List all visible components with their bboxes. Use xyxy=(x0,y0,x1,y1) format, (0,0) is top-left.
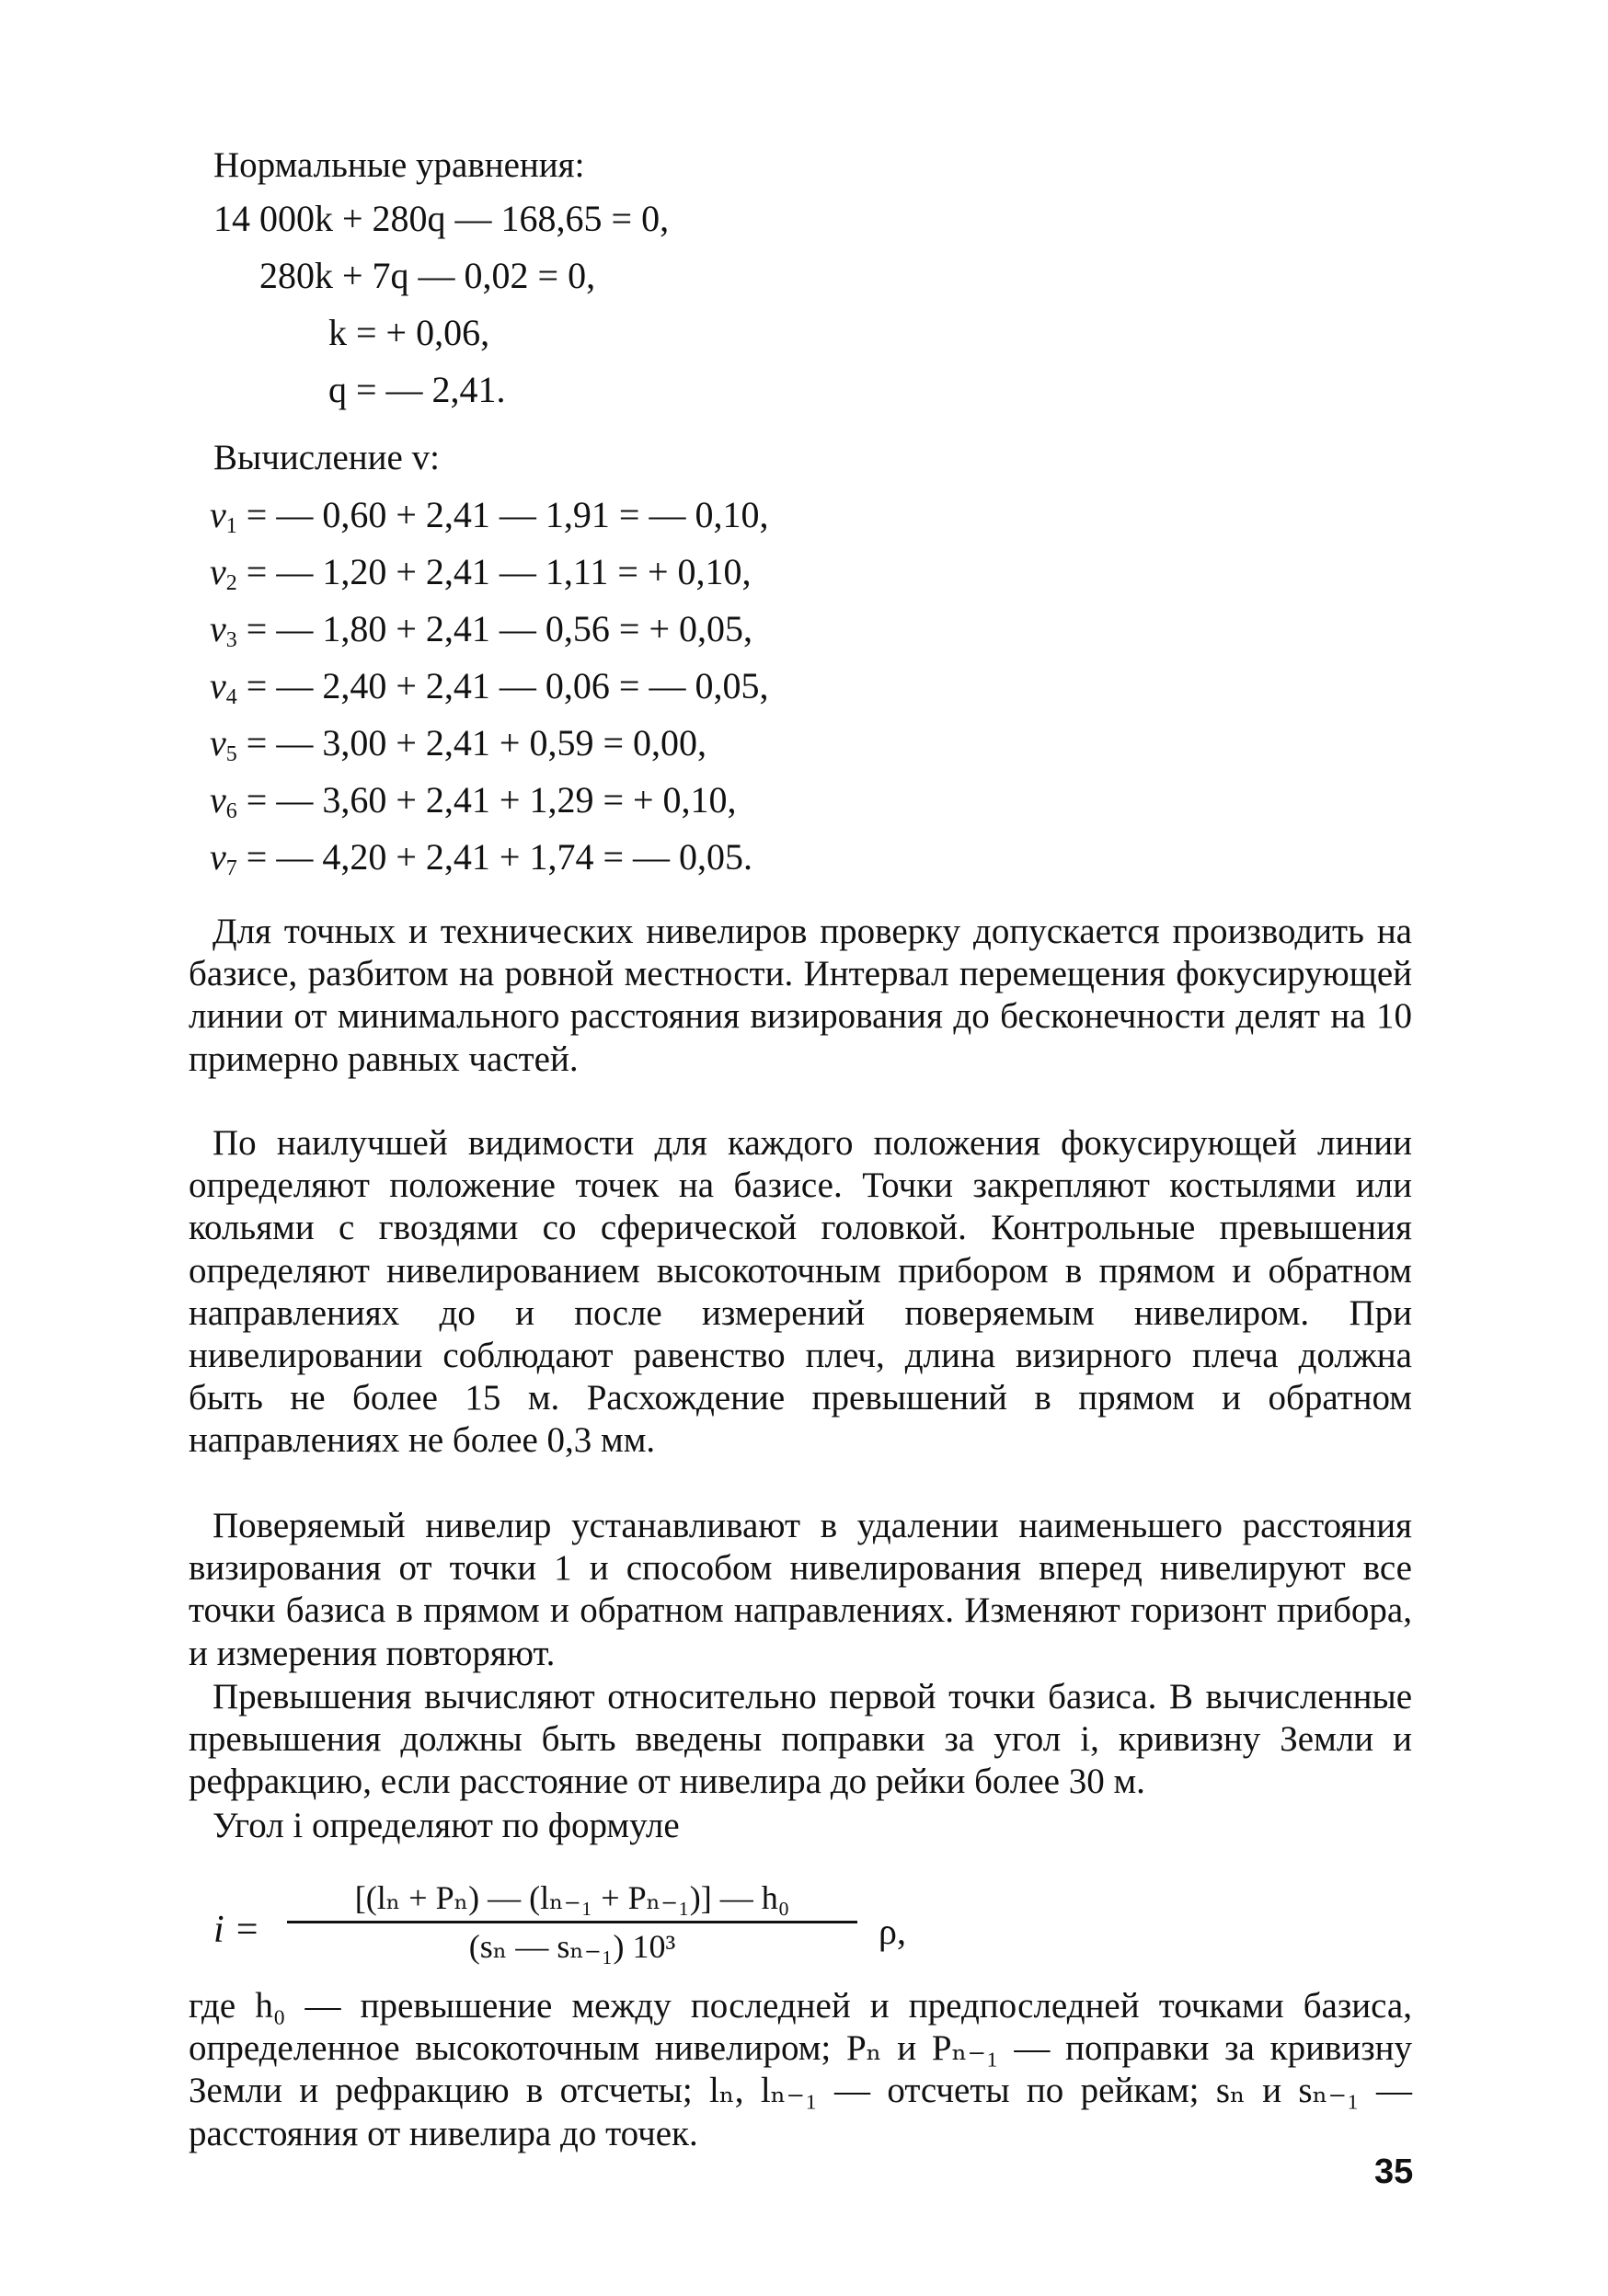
v-equation-6: $v_6$ = — 3,60 + 2,41 + 1,29 = + 0,10, xyxy=(210,779,737,823)
paragraph-angle-intro: Угол i определяют по формуле xyxy=(212,1806,680,1845)
solution-q: q = — 2,41. xyxy=(328,369,506,410)
v-equation-1: $v_1$ = — 0,60 + 2,41 — 1,91 = — 0,10, xyxy=(210,494,769,538)
paragraph-leveling-base: Для точных и технических нивелиров проверку допускается производить на базисе, разбитом на ровной местности. Интервал перемещения фокусирующей линии от минимального расстояния визирования до бесконечности делят на 10 примерно равных частей. xyxy=(189,912,1412,1079)
formula-rho: ρ, xyxy=(879,1911,906,1952)
normal-equation-2: 280k + 7q — 0,02 = 0, xyxy=(259,255,596,296)
heading-normal-equations: Нормальные уравнения: xyxy=(213,145,585,185)
v-equation-3: $v_3$ = — 1,80 + 2,41 — 0,56 = + 0,05, xyxy=(210,608,752,652)
paragraph-focusing-points: По наилучшей видимости для каждого положения фокусирующей линии определяют положение точек на базисе. Точки закрепляют костылями или кольями с гвоздями со сферической головкой. Контрольные превышения определяют нивелированием высокоточным прибором в прямом и обратном направлениях до и после измерений поверяемым нивелиром. При нивелировании соблюдают равенство плеч, длина визирного плеча должна быть не более 15 м. Расхождение превышений в прямом и обратном направлениях не более 0,3 мм. xyxy=(189,1123,1412,1461)
heading-compute-v: Вычисление v: xyxy=(213,438,440,477)
fraction-bar xyxy=(287,1921,857,1923)
formula-lhs: i = xyxy=(213,1909,260,1951)
normal-equation-1: 14 000k + 280q — 168,65 = 0, xyxy=(213,198,670,239)
solution-k: k = + 0,06, xyxy=(328,312,490,353)
angle-i-formula xyxy=(202,1877,938,1987)
formula-fraction xyxy=(287,1877,857,1968)
formula-denominator: (sₙ — sₙ₋₁) 10³ xyxy=(468,1928,676,1965)
paragraph-elevations: Превышения вычисляют относительно первой точки базиса. В вычисленные превышения должны быть введены поправки за угол i, кривизну Земли и рефракцию, если расстояние от нивелира до рейки более 30 м. xyxy=(189,1677,1412,1802)
page-number: 35 xyxy=(1374,2152,1414,2191)
v-equation-4: $v_4$ = — 2,40 + 2,41 — 0,06 = — 0,05, xyxy=(210,665,769,709)
v-equation-5: $v_5$ = — 3,00 + 2,41 + 0,59 = 0,00, xyxy=(210,722,706,766)
v-equation-2: $v_2$ = — 1,20 + 2,41 — 1,11 = + 0,10, xyxy=(210,551,752,595)
formula-numerator: [(lₙ + Pₙ) — (lₙ₋₁ + Pₙ₋₁)] — h₀ xyxy=(354,1879,790,1916)
paragraph-tested-level: Поверяемый нивелир устанавливают в удалении наименьшего расстояния визирования от точки 1 и способом нивелирования вперед нивелируют все точки базиса в прямом и обратном направлениях. Изменяют горизонт прибора, и измерения повторяют. xyxy=(189,1506,1412,1673)
paragraph-notation: где h₀ — превышение между последней и предпоследней точками базиса, определенное высокоточным нивелиром; Pₙ и Pₙ₋₁ — поправки за кривизну Земли и рефракцию в отсчеты; lₙ, lₙ₋₁ — отсчеты по рейкам; sₙ и sₙ₋₁ — расстояния от нивелира до точек. xyxy=(189,1986,1412,2153)
v-equation-7: $v_7$ = — 4,20 + 2,41 + 1,74 = — 0,05. xyxy=(210,836,752,880)
